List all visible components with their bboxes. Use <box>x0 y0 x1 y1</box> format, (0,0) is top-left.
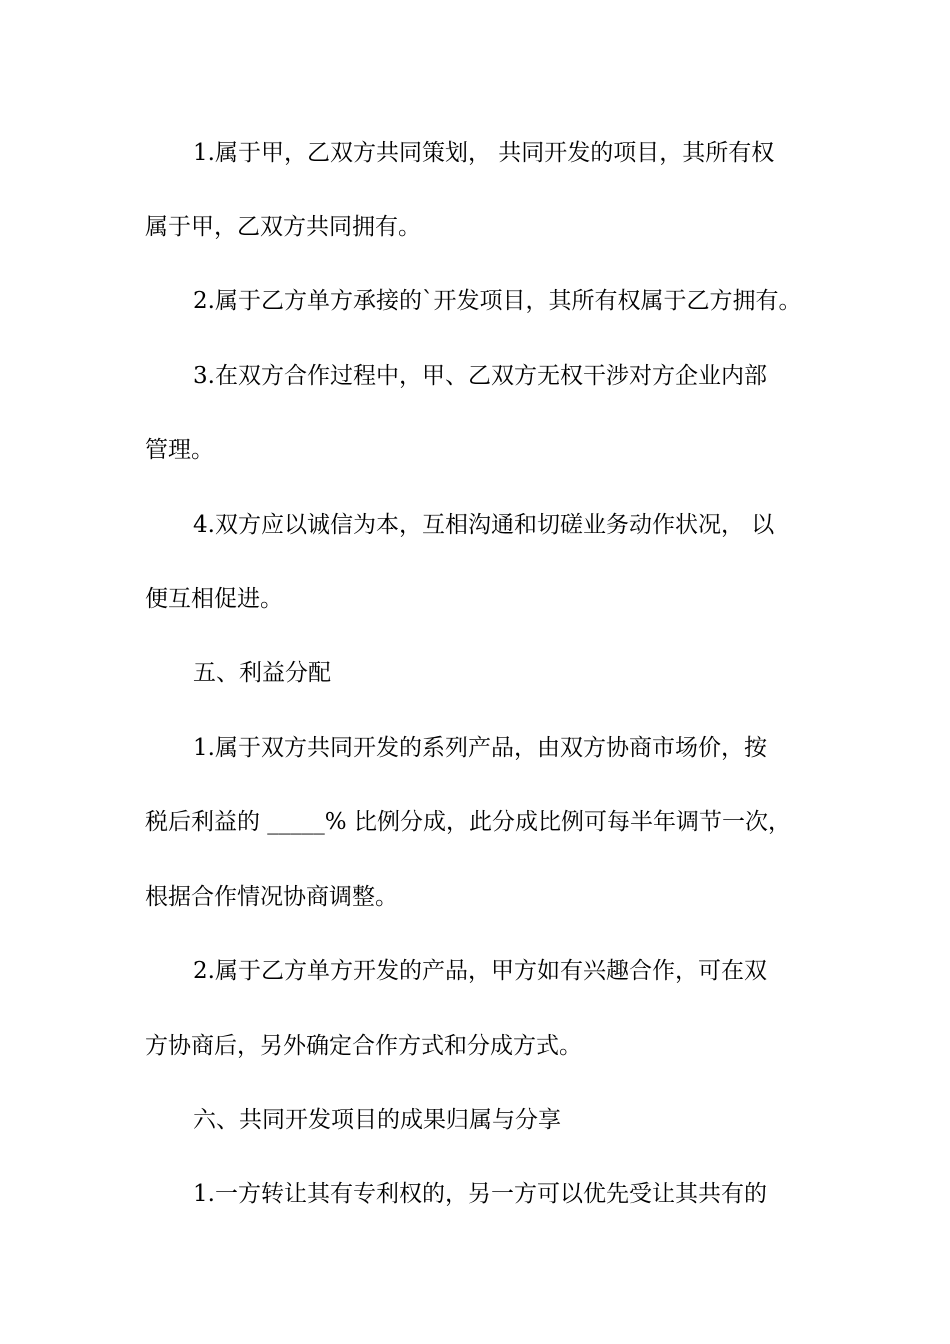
text-line-good-faith-cont: 便互相促进。 <box>145 586 283 612</box>
text-line-ownership-joint: 1.属于甲，乙双方共同策划， 共同开发的项目，其所有权 <box>193 140 775 166</box>
text-line-no-interference: 3.在双方合作过程中，甲、乙双方无权干涉对方企业内部 <box>193 363 767 389</box>
text-line-ratio-adjust: 根据合作情况协商调整。 <box>145 884 398 910</box>
text-line-good-faith: 4.双方应以诚信为本，互相沟通和切磋业务动作状况， 以 <box>193 512 775 538</box>
section-heading-profit-distribution: 五、利益分配 <box>193 660 331 686</box>
text-line-profit-ratio: 税后利益的 _____% 比例分成，此分成比例可每半年调节一次， <box>145 809 791 835</box>
text-line-patent-transfer: 1.一方转让其有专利权的，另一方可以优先受让其共有的 <box>193 1181 767 1207</box>
section-heading-results-ownership: 六、共同开发项目的成果归属与分享 <box>193 1107 561 1133</box>
text-line-party-b-products: 2.属于乙方单方开发的产品，甲方如有兴趣合作，可在双 <box>193 958 767 984</box>
text-line-joint-products: 1.属于双方共同开发的系列产品，由双方协商市场价，按 <box>193 735 767 761</box>
text-line-ownership-party-b: 2.属于乙方单方承接的`开发项目，其所有权属于乙方拥有。 <box>193 288 802 314</box>
text-line-party-b-products-cont: 方协商后，另外确定合作方式和分成方式。 <box>145 1033 582 1059</box>
text-line-no-interference-cont: 管理。 <box>145 437 214 463</box>
text-line-ownership-joint-cont: 属于甲，乙双方共同拥有。 <box>145 214 421 240</box>
